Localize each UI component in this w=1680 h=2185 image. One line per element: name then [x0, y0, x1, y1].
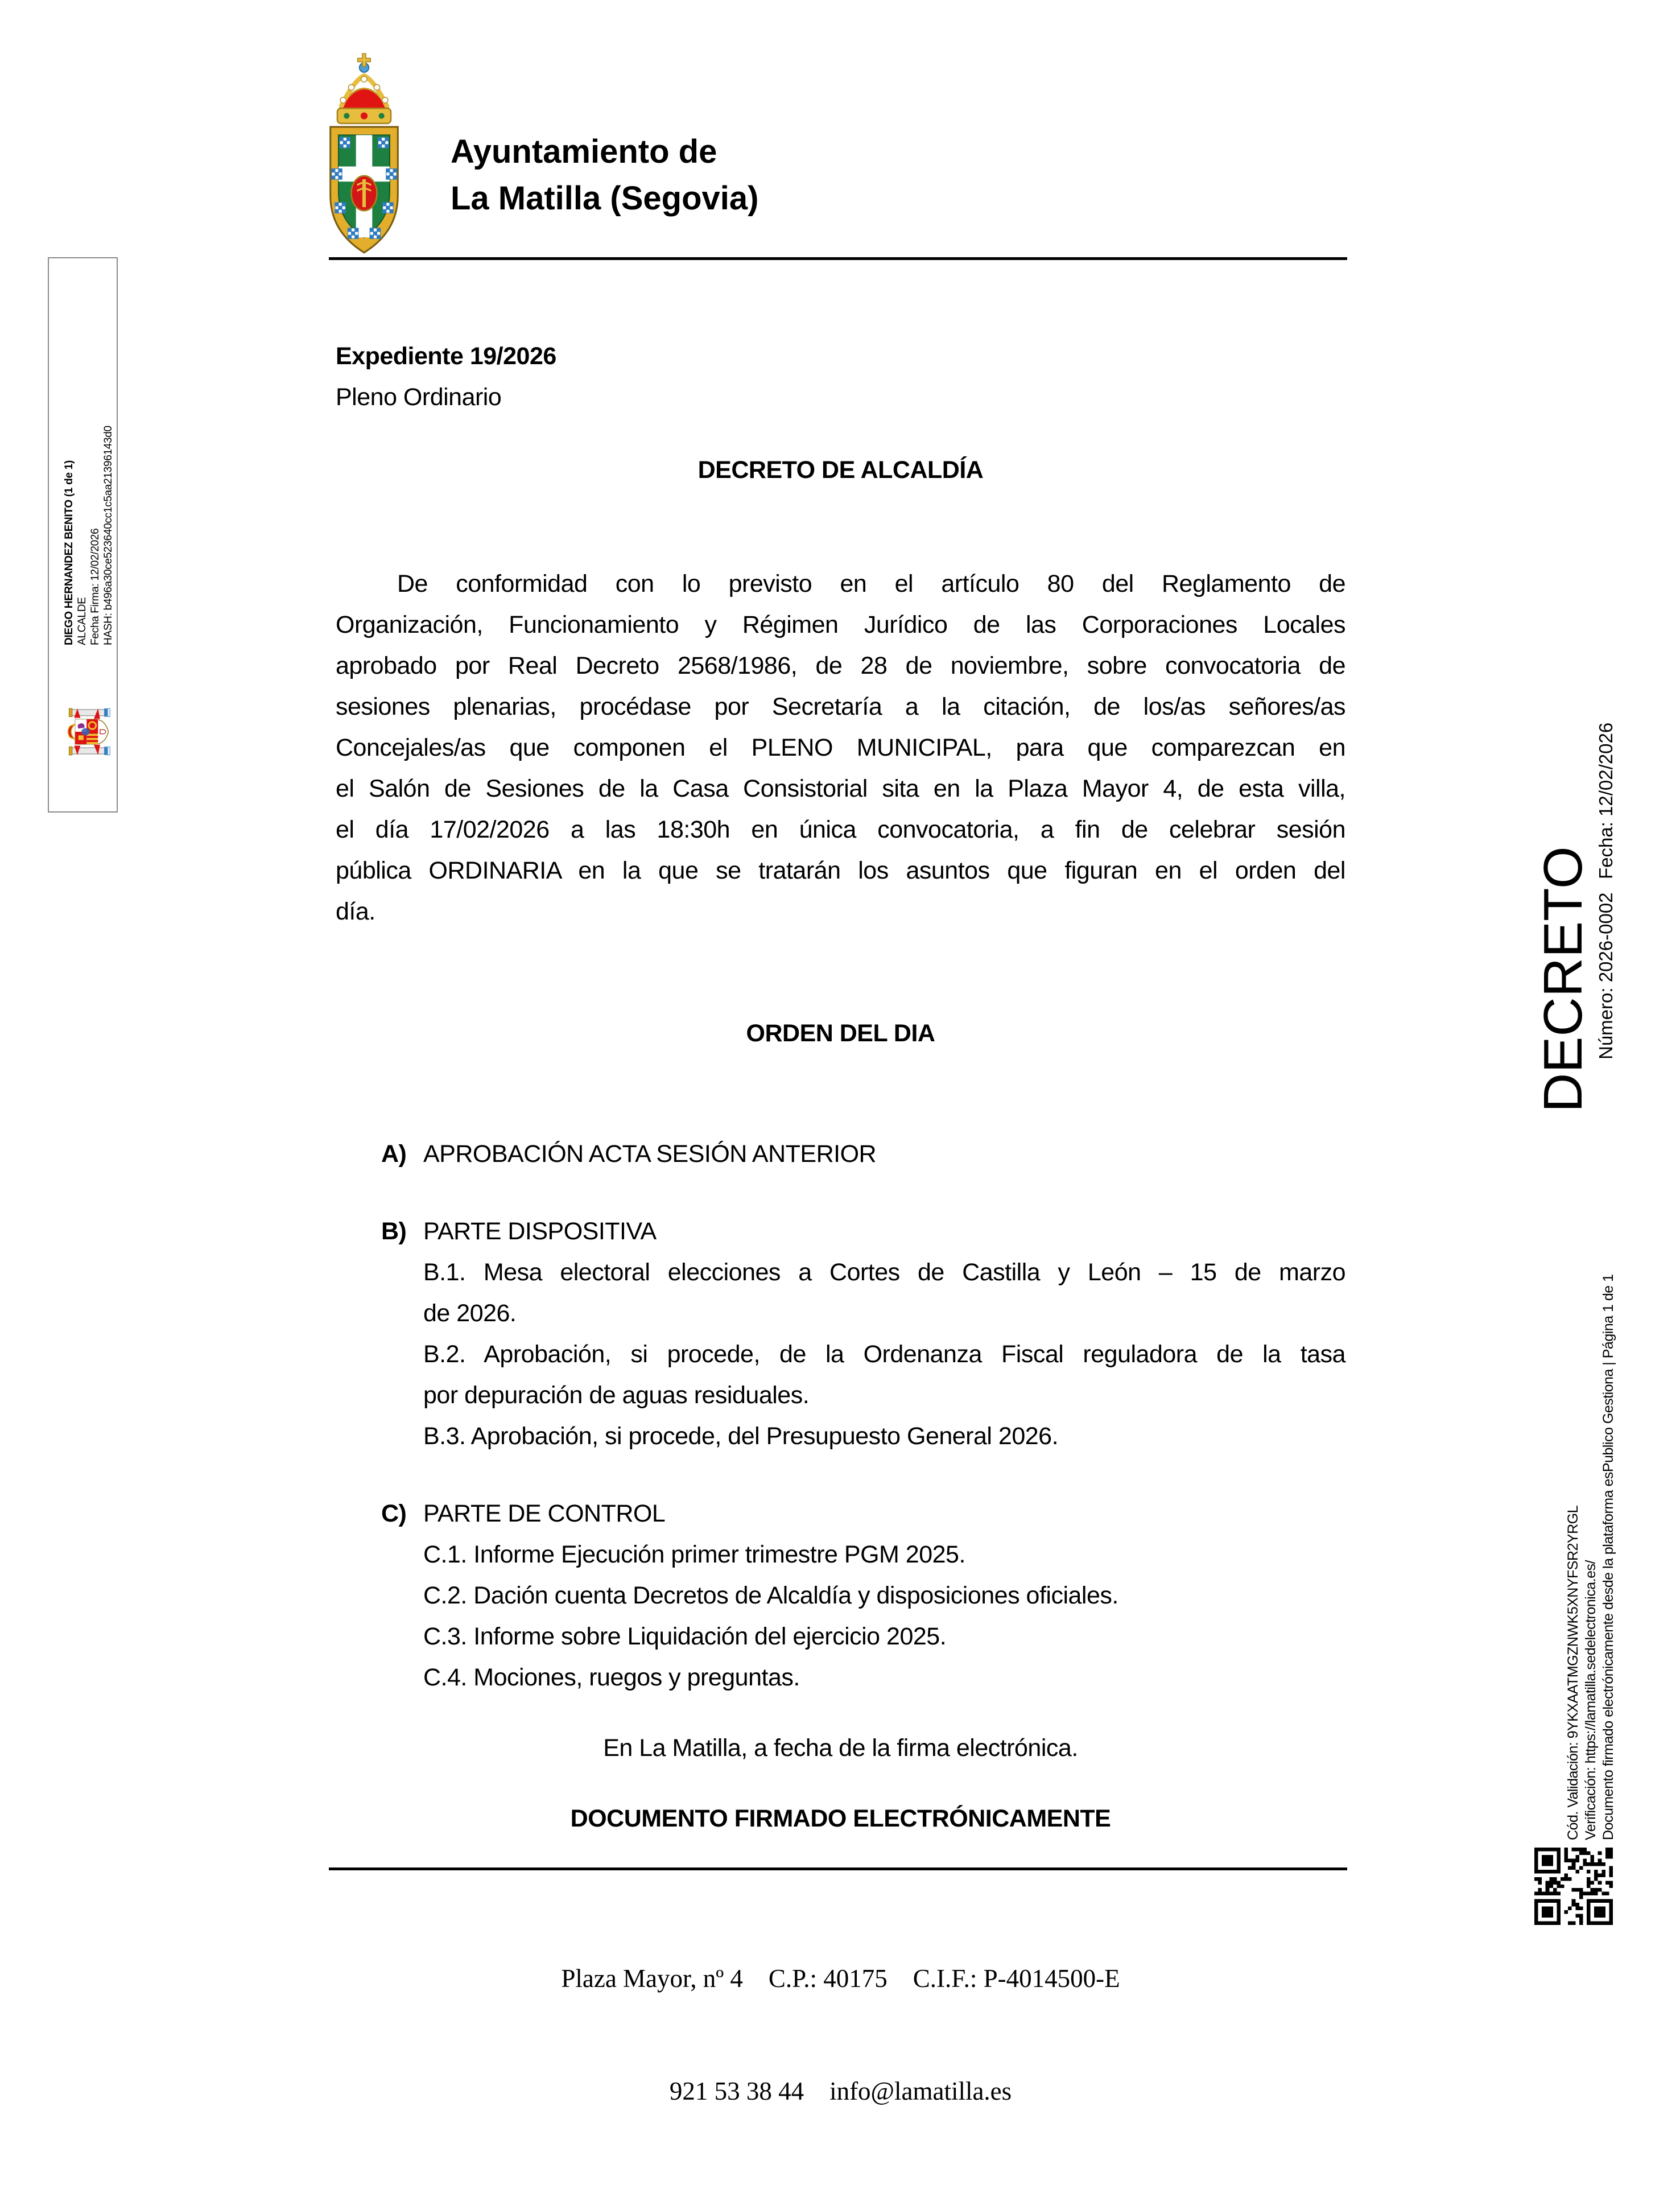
spain-coat-of-arms-icon: [57, 703, 119, 761]
agenda-subitem: C.3. Informe sobre Liquidación del ejercicio 2025.: [423, 1623, 947, 1650]
session-type: Pleno Ordinario: [336, 384, 502, 411]
verification-url-line: Verificación: https://lamatilla.sedelectronica.es/: [1583, 1560, 1599, 1840]
document-body: [336, 324, 1345, 1839]
orden-del-dia-title: ORDEN DEL DIA: [746, 1020, 935, 1047]
document-title: DECRETO DE ALCALDÍA: [697, 456, 984, 484]
agenda-item-label: A): [381, 1140, 407, 1168]
paragraph-line: el Salón de Sesiones de la Casa Consistorial sita en la Plaza Mayor 4, de esta villa,: [336, 775, 1345, 802]
agenda-item-text: APROBACIÓN ACTA SESIÓN ANTERIOR: [423, 1140, 877, 1168]
municipal-coat-of-arms-icon: [316, 47, 412, 256]
agenda-subitem: B.1. Mesa electoral elecciones a Cortes de Castilla y León – 15 de marzo: [423, 1259, 1345, 1286]
agenda-item-a: [336, 1133, 1345, 1174]
footer-address-line: Plaza Mayor, nº 4 C.P.: 40175 C.I.F.: P-4014500-E: [561, 1964, 1120, 1993]
signer-role: ALCALDE: [76, 597, 88, 645]
signer-name: DIEGO HERNANDEZ BENITO (1 de 1): [63, 460, 75, 645]
agenda-subitem: por depuración de aguas residuales.: [423, 1382, 810, 1409]
body-paragraph: [336, 563, 1345, 932]
decreto-numero: Número: 2026-0002: [1595, 892, 1616, 1059]
footer-contact-line: 921 53 38 44 info@lamatilla.es: [669, 2077, 1012, 2105]
signature-date: Fecha Firma: 12/02/2026: [89, 528, 101, 645]
header-rule: [329, 257, 1347, 260]
decreto-vertical-label: DECRETO: [1533, 846, 1594, 1112]
footer: [336, 1885, 1345, 2185]
agenda-item-b: [336, 1211, 1345, 1252]
signature-hash: HASH: b496a30ce523640cc1c5aa21396143d0: [102, 426, 114, 645]
paragraph-line: De conformidad con lo previsto en el artículo 80 del Reglamento de: [397, 570, 1345, 597]
agenda-subitem: de 2026.: [423, 1300, 517, 1327]
agenda-item-label: B): [381, 1218, 407, 1245]
agenda-item-c: [336, 1493, 1345, 1534]
paragraph-line: día.: [336, 898, 375, 925]
paragraph-line: Organización, Funcionamiento y Régimen Jurídico de las Corporaciones Locales: [336, 611, 1345, 638]
signer-info: [63, 325, 117, 645]
agenda-subitem: C.1. Informe Ejecución primer trimestre PGM 2025.: [423, 1541, 965, 1568]
validation-code-line: Cód. Validación: 9YKXAATMGZNWK5XNYFSR2YRGL: [1565, 1506, 1581, 1840]
paragraph-line: aprobado por Real Decreto 2568/1986, de 28 de noviembre, sobre convocatoria de: [336, 652, 1345, 679]
paragraph-line: sesiones plenarias, procédase por Secretaría a la citación, de los/as señores/as: [336, 693, 1345, 720]
paragraph-line: pública ORDINARIA en la que se tratarán los asuntos que figuran en el orden del: [336, 857, 1345, 884]
closing-place-line: En La Matilla, a fecha de la firma electrónica.: [603, 1734, 1078, 1762]
agenda-item-text: PARTE DISPOSITIVA: [423, 1218, 657, 1245]
footer-rule: [329, 1867, 1347, 1870]
agenda-subitem: B.2. Aprobación, si procede, de la Ordenanza Fiscal reguladora de la tasa: [423, 1341, 1345, 1368]
agenda-subitem: C.2. Dación cuenta Decretos de Alcaldía y disposiciones oficiales.: [423, 1582, 1118, 1609]
org-name-line1: Ayuntamiento de: [451, 133, 717, 170]
decreto-fecha: Fecha: 12/02/2026: [1595, 722, 1616, 879]
org-name-line2: La Matilla (Segovia): [451, 180, 759, 217]
signed-electronically-notice: DOCUMENTO FIRMADO ELECTRÓNICAMENTE: [570, 1805, 1111, 1832]
agenda-subitem: C.4. Mociones, ruegos y preguntas.: [423, 1664, 800, 1691]
agenda-item-text: PARTE DE CONTROL: [423, 1500, 666, 1527]
org-name: [451, 129, 758, 222]
agenda-item-label: C): [381, 1500, 407, 1527]
expediente-number: Expediente 19/2026: [336, 343, 556, 370]
paragraph-line: Concejales/as que componen el PLENO MUNICIPAL, para que comparezcan en: [336, 734, 1345, 761]
qr-code: [1534, 1848, 1613, 1925]
platform-notice-line: Documento firmado electrónicamente desde la plataforma esPublico Gestiona | Página 1 de 1: [1600, 1274, 1616, 1840]
agenda-subitem: B.3. Aprobación, si procede, del Presupuesto General 2026.: [423, 1423, 1059, 1450]
validation-info: [1565, 1202, 1617, 1840]
paragraph-line: el día 17/02/2026 a las 18:30h en única convocatoria, a fin de celebrar sesión: [336, 816, 1345, 843]
